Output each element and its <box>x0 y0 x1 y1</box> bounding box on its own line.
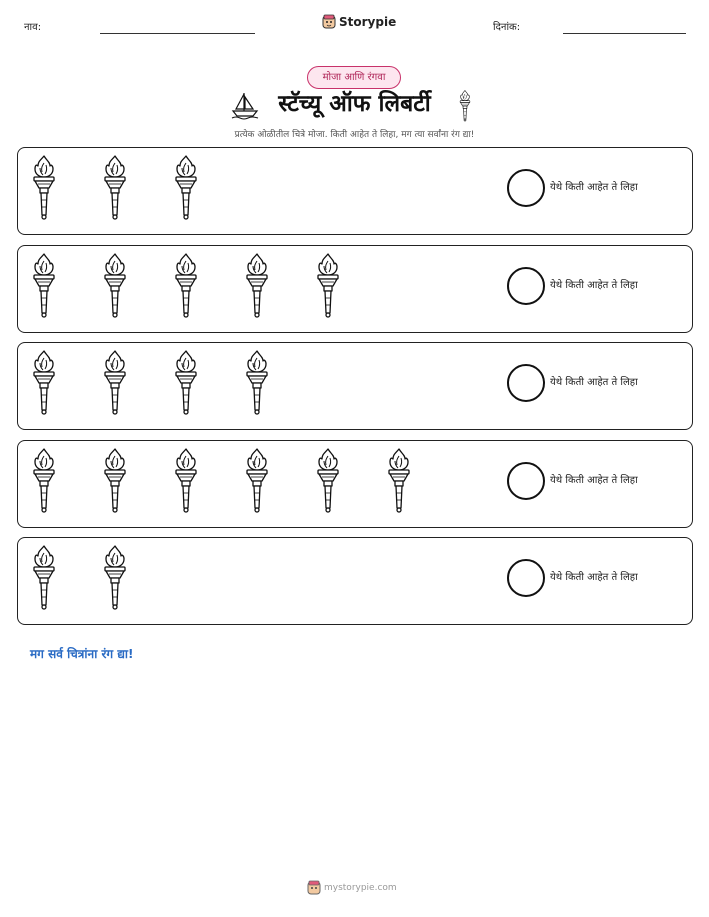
footer-site: mystorypie.com <box>324 883 397 893</box>
torch-icon <box>101 448 129 514</box>
name-label: नाव: <box>24 22 42 33</box>
torch-icon <box>30 545 58 611</box>
answer-circle[interactable] <box>507 462 545 500</box>
write-count-label: येथे किती आहेत ते लिहा <box>550 280 638 291</box>
write-count-label: येथे किती आहेत ते लिहा <box>550 377 638 388</box>
storypie-logo-icon <box>307 880 321 896</box>
answer-circle[interactable] <box>507 267 545 305</box>
instruction-text: प्रत्येक ओळीतील चित्रे मोजा. किती आहेत ते लिहा, मग त्या सर्वांना रंग द्या! <box>234 130 475 140</box>
write-count-label: येथे किती आहेत ते लिहा <box>550 182 638 193</box>
torch-icon <box>30 350 58 416</box>
torch-icon <box>243 448 271 514</box>
count-row <box>17 342 693 430</box>
count-row <box>17 245 693 333</box>
footer-note: मग सर्व चित्रांना रंग द्या! <box>30 647 134 661</box>
storypie-logo-icon <box>322 14 336 30</box>
torch-icon <box>385 448 413 514</box>
activity-badge: मोजा आणि रंगवा <box>307 66 401 89</box>
answer-circle[interactable] <box>507 169 545 207</box>
torch-icon <box>101 155 129 221</box>
count-row <box>17 147 693 235</box>
brand-name: Storypie <box>339 15 397 29</box>
torch-icon <box>458 90 472 122</box>
torch-icon <box>314 448 342 514</box>
torch-icon <box>172 448 200 514</box>
page-title: स्टॅच्यू ऑफ लिबर्टी <box>278 91 431 117</box>
count-row <box>17 537 693 625</box>
torch-icon <box>30 253 58 319</box>
torch-icon <box>101 350 129 416</box>
write-count-label: येथे किती आहेत ते लिहा <box>550 475 638 486</box>
answer-circle[interactable] <box>507 364 545 402</box>
date-line[interactable] <box>563 33 686 34</box>
torch-icon <box>243 253 271 319</box>
date-label: दिनांक: <box>493 22 521 33</box>
footer <box>307 880 397 896</box>
count-row <box>17 440 693 528</box>
torch-icon <box>101 253 129 319</box>
torch-icon <box>243 350 271 416</box>
torch-icon <box>314 253 342 319</box>
write-count-label: येथे किती आहेत ते लिहा <box>550 572 638 583</box>
torch-icon <box>30 155 58 221</box>
torch-icon <box>172 350 200 416</box>
answer-circle[interactable] <box>507 559 545 597</box>
torch-icon <box>30 448 58 514</box>
torch-icon <box>172 253 200 319</box>
brand-logo <box>322 14 396 30</box>
name-line[interactable] <box>100 33 255 34</box>
torch-icon <box>172 155 200 221</box>
torch-icon <box>101 545 129 611</box>
